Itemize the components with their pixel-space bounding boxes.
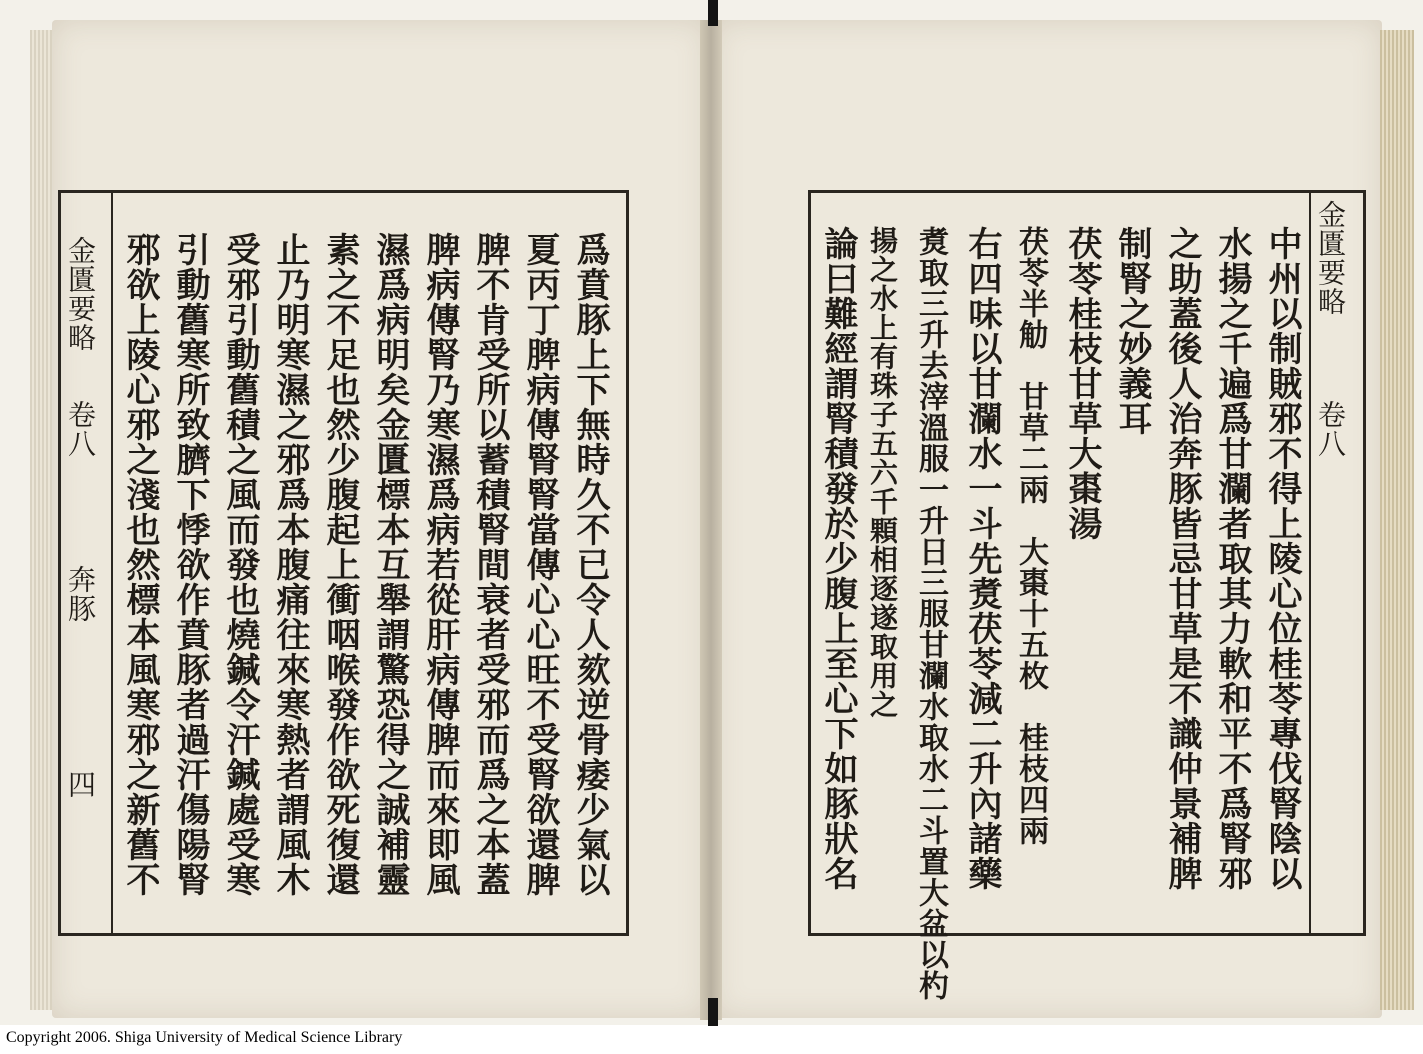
right-column-2: 水揚之千遍爲甘瀾者取其力軟和平不爲腎邪 bbox=[1212, 226, 1252, 891]
left-column-8: 受邪引動舊積之風而發也燒鍼令汗鍼處受寒 bbox=[220, 232, 260, 897]
left-column-10: 邪欲上陵心邪之淺也然標本風寒邪之新舊不 bbox=[120, 232, 160, 897]
right-column-7: 右四味以甘瀾水一斗先煑茯苓減二升內諸藥 bbox=[962, 226, 1002, 891]
right-column-9: 揚之水上有珠子五六千顆相逐遂取用之 bbox=[866, 226, 899, 719]
frame-divider bbox=[111, 193, 113, 933]
left-column-1: 爲賁豚上下無時久不已令人欬逆骨痿少氣以 bbox=[570, 232, 610, 897]
right-column-3: 之助蓋後人治奔豚皆忌甘草是不識仲景補脾 bbox=[1162, 226, 1202, 891]
left-column-4: 脾病傳腎乃寒濕爲病若從肝病傳脾而來即風 bbox=[420, 232, 460, 897]
page-stack-right bbox=[1380, 30, 1414, 1010]
right-margin-title: 金匱要略 bbox=[1314, 200, 1347, 316]
left-column-5: 濕爲病明矣金匱標本互舉謂驚恐得之誠補靈 bbox=[370, 232, 410, 897]
left-margin-page-number: 四 bbox=[64, 770, 97, 799]
right-column-1: 中州以制賊邪不得上陵心位桂苓專伐腎陰以 bbox=[1262, 226, 1302, 891]
left-margin-chapter: 奔豚 bbox=[64, 565, 97, 623]
right-column-10: 論曰難經謂腎積發於少腹上至心下如豚狀名 bbox=[818, 226, 858, 891]
left-column-9: 引動舊寒所致臍下悸欲作賁豚者過汗傷陽腎 bbox=[170, 232, 210, 897]
binding-clip-bottom bbox=[708, 998, 718, 1026]
right-column-8: 煑取三升去滓溫服一升日三服甘瀾水取水二斗置大盆以杓 bbox=[913, 226, 948, 1001]
right-column-5: 茯苓桂枝甘草大棗湯 bbox=[1062, 226, 1102, 541]
left-margin-volume: 卷八 bbox=[64, 400, 97, 458]
binding-clip-top bbox=[708, 0, 718, 26]
left-column-2: 夏丙丁脾病傳腎腎當傳心心旺不受腎欲還脾 bbox=[520, 232, 560, 897]
page-stack-left bbox=[30, 30, 54, 1010]
left-column-3: 脾不肯受所以蓄積腎間衰者受邪而爲之本蓋 bbox=[470, 232, 510, 897]
right-column-6: 茯苓半觔 甘草二兩 大棗十五枚 桂枝四兩 bbox=[1013, 226, 1048, 846]
frame-divider bbox=[1309, 193, 1311, 933]
copyright-notice: Copyright 2006. Shiga University of Medical Science Library bbox=[6, 1029, 403, 1046]
right-margin-volume: 卷八 bbox=[1314, 400, 1347, 458]
book-gutter bbox=[700, 20, 722, 1020]
left-column-7: 止乃明寒濕之邪爲本腹痛往來寒熱者謂風木 bbox=[270, 232, 310, 897]
left-column-6: 素之不足也然少腹起上衝咽喉發作欲死復還 bbox=[320, 232, 360, 897]
left-margin-title: 金匱要略 bbox=[64, 236, 97, 352]
right-column-4: 制腎之妙義耳 bbox=[1112, 226, 1152, 436]
